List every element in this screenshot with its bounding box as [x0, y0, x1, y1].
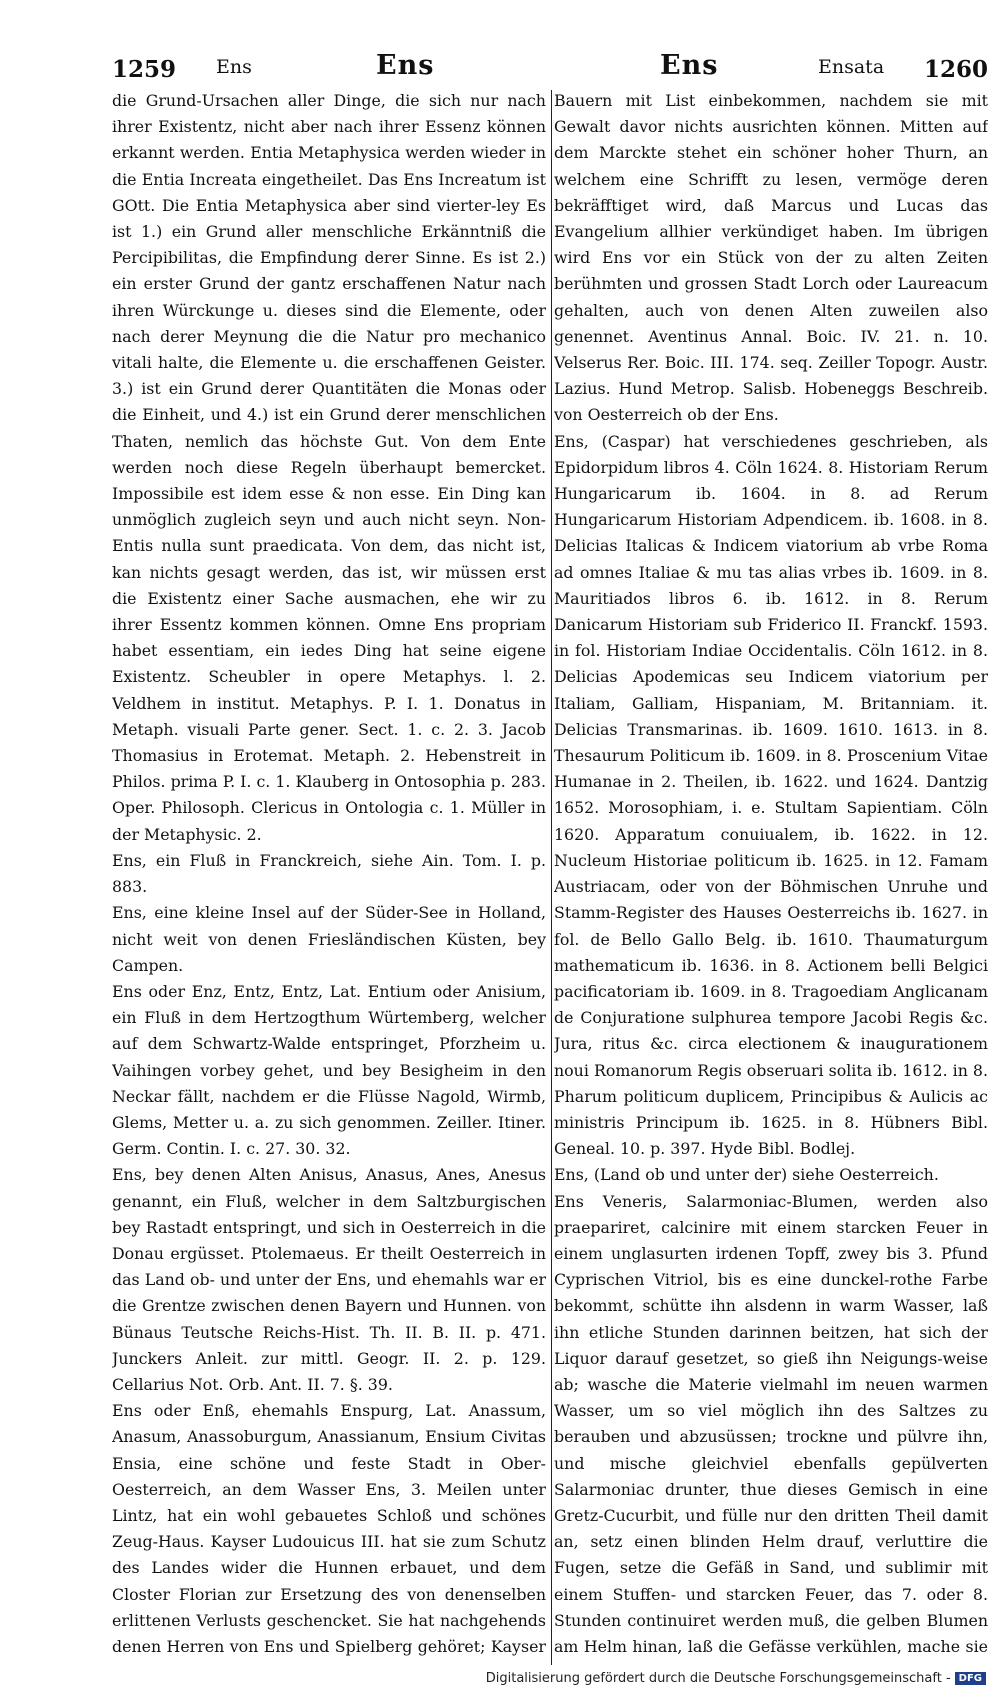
left-catchword: Ens [216, 56, 252, 78]
entry-ens-land: Ens, (Land ob und unter der) siehe Oesterreich. [554, 1165, 939, 1185]
left-running-title: Ens [376, 50, 435, 81]
left-page-number: 1259 [112, 56, 177, 83]
dfg-logo: DFG [955, 1672, 986, 1685]
entry-ens-metaphysica: die Grund-Ursachen aller Dinge, die sich nur nach ihrer Existentz, nicht aber nach ihrer Essenz können erkannt werden. Entia Metaphysica werden wieder in die Entia Increata eingetheilet. Das Ens Increatum ist GOtt. Die Entia Metaphysica aber sind vierter-ley Es ist 1.) ein Grund aller menschliche Erkänntniß die Percipibilitas, die Empfindung derer Sinne. Es ist 2.) ein erster Grund der gantz erschaffenen Natur nach ihren Würckunge u. dieses sind die Elemente, oder nach derer Meynung die die Natur pro mechanico vitali halte, die Elemente u. die erschaffenen Geister. 3.) ist ein Grund derer Quantitäten die Monas oder die Einheit, und 4.) ist ein Grund derer menschlichen Thaten, nemlich das höchste Gut. Von dem Ente werden noch diese Regeln überhaupt bemercket. Impossibile est idem esse & non esse. Ein Ding kan unmöglich zugleich seyn und auch nicht seyn. Non-Entis nulla sunt praedicata. Von dem, das nicht ist, kan nichts gesagt werden, das ist, wir müssen erst die Existentz einer Sache ausmachen, ehe wir zu ihrer Essentz kommen können. Omne Ens propriam habet essentiam, ein iedes Ding hat seine eigene Existentz. Scheubler in opere Metaphys. l. 2. Veldhem in institut. Metaphys. P. I. 1. Donatus in Metaph. visuali Parte gener. Sect. 1. c. 2. 3. Jacob Thomasius in Erotemat. Metaph. 2. Hebenstreit in Philos. prima P. I. c. 1. Klauberg in Ontosophia p. 283. Oper. Philosoph. Clericus in Ontologia c. 1. Müller in der Metaphysic. 2. [112, 91, 546, 844]
right-column [554, 88, 988, 1660]
entry-ens-insel: Ens, eine kleine Insel auf der Süder-See in Holland, nicht weit von denen Friesländischen Küsten, bey Campen. [112, 903, 546, 975]
right-running-title: Ens [660, 50, 719, 81]
entry-ens-veneris: Ens Veneris, Salarmoniac-Blumen, werden also praepariret, calcinire mit einem starcken Feuer in einem unglasurten irdenen Topff, zwey bis 3. Pfund Cyprischen Vitriol, bis es eine dunckel-rothe Farbe bekommt, schütte ihn alsdenn in warm Wasser, laß ihn etliche Stunden darinnen beitzen, hat sich der Liquor darauf gesetzet, so gieß ihn Neigungs-weise ab; wasche die Materie vielmahl im neuen warmen Wasser, um so viel möglich ihn des Saltzes zu berauben und abzusüssen; trockne und pülvre ihn, und mische gleichviel ebenfalls gepülverten Salarmoniac drunter, thue dieses Gemisch in eine Gretz-Cucurbit, und fülle nur den dritten Theil damit an, setz einen blinden Helm drauf, verluttire die Fugen, setze die Gefäß in Sand, und sublimir mit einem Stuffen- und starcken Feuer, das 7. oder 8. Stunden continuiret werden muß, die gelben Blumen am Helm hinan, laß die Gefässe verkühlen, mache sie [554, 1191, 988, 1656]
entry-ens-stadt-continued: Bauern mit List einbekommen, nachdem sie mit Gewalt davor nichts ausrichten können. Mitten auf dem Marckte stehet ein schöner hoher Thurn, an welchem eine Schrifft zu lesen, vermöge deren bekräfftiget wird, daß Marcus und Lucas das Evangelium allhier verkündiget haben. Im übrigen wird Ens vor ein Stück von der zu alten Zeiten berühmten und grossen Stadt Lorch oder Laureacum gehalten, auch von denen Alten zuweilen also genennet. Aventinus Annal. Boic. IV. 21. n. 10. Velserus Rer. Boic. III. 174. seq. Zeiller Topogr. Austr. Lazius. Hund Metrop. Salisb. Hobeneggs Beschreib. von Oesterreich ob der Ens. [554, 91, 988, 425]
right-catchword: Ensata [818, 56, 885, 78]
entry-enz-wuertemberg: Ens oder Enz, Entz, Entz, Lat. Entium oder Anisium, ein Fluß in dem Hertzogthum Würtemberg, welcher auf dem Schwartz-Walde entspringet, Pforzheim u. Vaihingen vorbey gehet, und bey Besigheim in den Neckar fällt, nachdem er die Flüsse Nagold, Wirmb, Glems, Metter u. a. zu sich genommen. Zeiller. Itiner. Germ. Contin. I. c. 27. 30. 32. [112, 981, 546, 1159]
digitization-credit [486, 1671, 986, 1686]
column-divider [551, 90, 552, 1665]
entry-ens-stadt: Ens oder Enß, ehemahls Enspurg, Lat. Anassum, Anasum, Anassoburgum, Anassianum, Ensium Civitas Ensia, eine schöne und feste Stadt in Ober-Oesterreich, an dem Wasser Ens, 3. Meilen unter Lintz, hat ein wohl gebauetes Schloß und schönes Zeug-Haus. Kayser Ludouicus III. hat sie zum Schutz des Landes wider die Hunnen erbauet, und dem Closter Florian zur Ersetzung des von denenselben erlittenen Verlusts geschencket. Sie hat nachgehends denen Herren von Ens und Spielberg gehöret; Kayser [112, 1401, 546, 1656]
entry-ens-caspar: Ens, (Caspar) hat verschiedenes geschrieben, als Epidorpidum libros 4. Cöln 1624. 8. Historiam Rerum Hungaricarum ib. 1604. in 8. ad Rerum Hungaricarum Historiam Adpendicem. ib. 1608. in 8. Delicias Italicas & Indicem viatorium ab vrbe Roma ad omnes Italiae & mu tas alias vrbes ib. 1609. in 8. Mauritiados libros 6. ib. 1612. in 8. Rerum Danicarum Historiam sub Friderico II. Franckf. 1593. in fol. Historiam Indiae Occidentalis. Cöln 1612. in 8. Delicias Apodemicas seu Indicem viatorium per Italiam, Galliam, Hispaniam, M. Britanniam. it. Delicias Transmarinas. ib. 1609. 1610. 1613. in 8. Thesaurum Politicum ib. 1609. in 8. Proscenium Vitae Humanae in 2. Theilen, ib. 1622. und 1624. Dantzig 1652. Morosophiam, i. e. Stultam Sapientiam. Cöln 1620. Apparatum conuiualem, ib. 1622. in 12. Nucleum Historiae politicum ib. 1625. in 12. Famam Austriacam, oder von der Böhmischen Unruhe und Stamm-Register des Hauses Oesterreichs ib. 1627. in fol. de Bello Gallo Belg. ib. 1610. Thaumaturgum mathematicum ib. 1636. in 8. Actionem belli Belgici pacificatoriam ib. 1609. in 8. Tragoediam Anglicanam de Conjuratione sulphurea tempore Jacobi Regis &c. Jura, ritus &c. circa electionem & inaugurationem noui Romanorum Regis obseruari solita ib. 1612. in 8. Pharum politicum duplicem, Principibus & Aulicis ac ministris Principum ib. 1625. in 8. Hübners Bibl. Geneal. 10. p. 397. Hyde Bibl. Bodlej. [554, 431, 988, 1159]
entry-ens-fluss-franckreich: Ens, ein Fluß in Franckreich, siehe Ain. Tom. I. p. 883. [112, 850, 546, 897]
credit-text: Digitalisierung gefördert durch die Deutsche Forschungsgemeinschaft - [485, 1671, 951, 1686]
entry-ens-fluss-oesterreich: Ens, bey denen Alten Anisus, Anasus, Anes, Anesus genannt, ein Fluß, welcher in dem Saltzburgischen bey Rastadt entspringt, und sich in Oesterreich in die Donau ergüsset. Ptolemaeus. Er theilt Oesterreich in das Land ob- und unter der Ens, und ehemahls war er die Grentze zwischen denen Bayern und Hunnen. von Bünaus Teutsche Reichs-Hist. Th. II. B. II. p. 471. Junckers Anleit. zur mittl. Geogr. II. 2. p. 129. Cellarius Not. Orb. Ant. II. 7. §. 39. [112, 1165, 546, 1394]
right-page-number: 1260 [923, 56, 988, 83]
running-header [112, 48, 988, 88]
left-column [112, 88, 546, 1660]
